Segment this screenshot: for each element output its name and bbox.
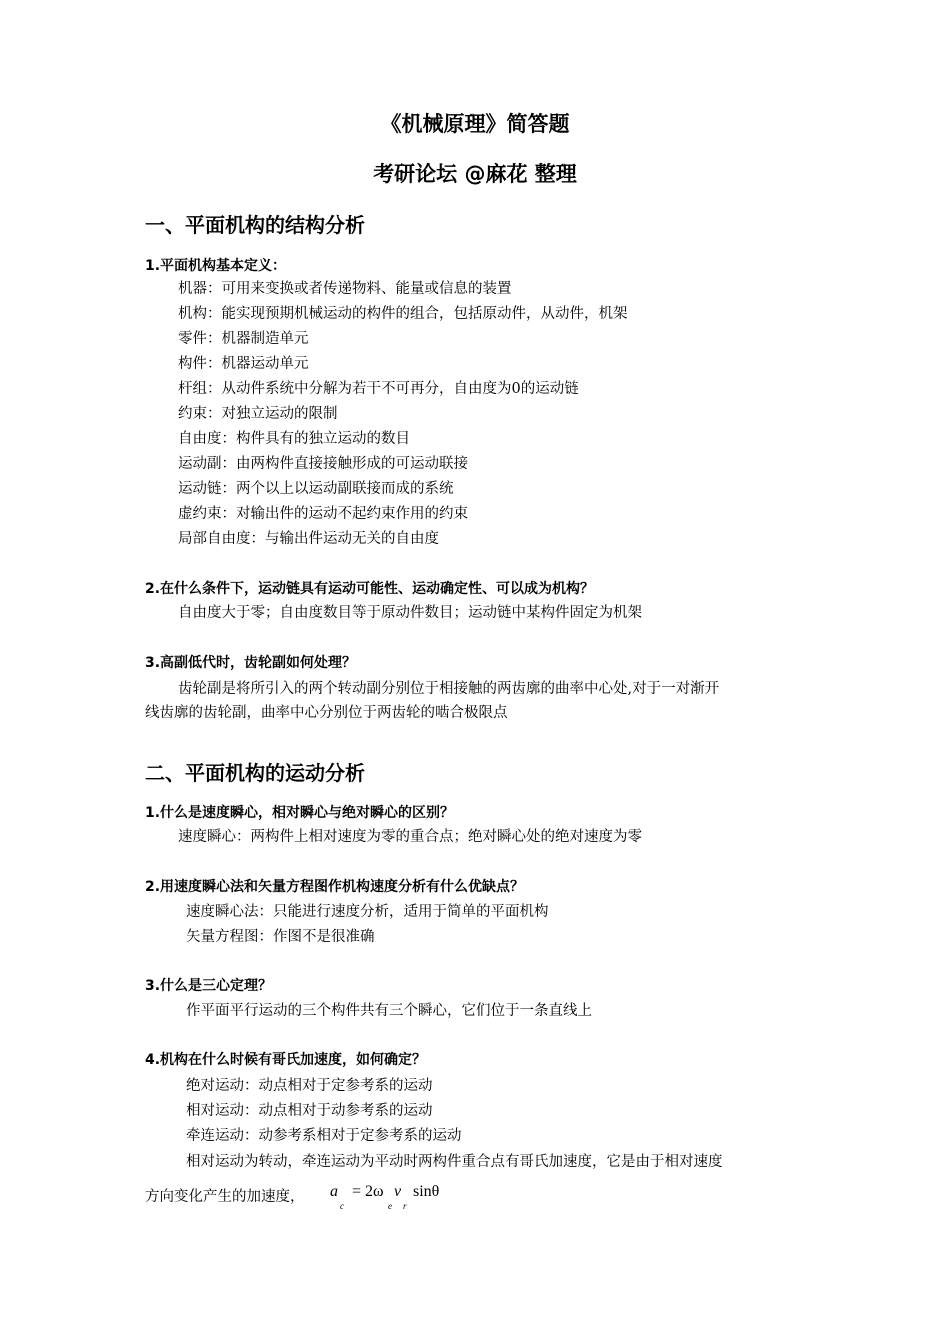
formula-prefix: 方向变化产生的加速度， [145,1189,305,1205]
definition-line: 杆组：从动件系统中分解为若干不可再分，自由度为0的运动链 [178,381,579,397]
definition-line: 构件：机器运动单元 [178,356,309,372]
section2-q2-title: 2.用速度瞬心法和矢量方程图作机构速度分析有什么优缺点？ [145,879,525,895]
section1-q3-answer-line1: 齿轮副是将所引入的两个转动副分别位于相接触的两齿廓的曲率中心处,对于一对渐开 [178,681,720,697]
section1-heading: 一、平面机构的结构分析 [145,213,365,237]
definition-line: 零件：机器制造单元 [178,331,309,347]
section1-q2-title: 2.在什么条件下，运动链具有运动可能性、运动确定性、可以成为机构？ [145,581,595,597]
formula-a: a [330,1183,338,1200]
formula-sin-theta: sinθ [413,1183,440,1200]
section2-q4-title: 4.机构在什么时候有哥氏加速度，如何确定？ [145,1052,427,1068]
definition-line: 机器：可用来变换或者传递物料、能量或信息的装置 [178,281,512,297]
coriolis-formula-line [145,1185,305,1206]
section2-q4-line: 牵连运动：动参考系相对于定参考系的运动 [186,1128,462,1144]
document-title: 《机械原理》简答题 [380,112,570,136]
section2-q4-line: 绝对运动：动点相对于定参考系的运动 [186,1078,433,1094]
definition-line: 约束：对独立运动的限制 [178,406,338,422]
definition-line: 虚约束：对输出件的运动不起约束作用的约束 [178,506,468,522]
definition-line: 自由度：构件具有的独立运动的数目 [178,431,410,447]
formula-v-subscript: r [403,1201,407,1211]
section2-q1-title: 1.什么是速度瞬心，相对瞬心与绝对瞬心的区别？ [145,805,455,821]
section2-q2-line: 矢量方程图：作图不是很准确 [186,929,375,945]
definition-line: 局部自由度：与输出件运动无关的自由度 [178,531,439,547]
section1-q1-title: 1.平面机构基本定义： [145,258,287,274]
formula-omega-subscript: e [388,1201,392,1211]
section2-q3-title: 3.什么是三心定理？ [145,978,273,994]
section2-q4-line: 相对运动为转动，牵连运动为平动时两构件重合点有哥氏加速度，它是由于相对速度 [186,1154,723,1170]
formula-v: v [394,1183,402,1200]
definition-line: 运动副：由两构件直接接触形成的可运动联接 [178,456,468,472]
section2-q4-line: 相对运动：动点相对于动参考系的运动 [186,1103,433,1119]
section1-q3-answer-line2: 线齿廓的齿轮副，曲率中心分别位于两齿轮的啮合极限点 [145,705,508,721]
section2-heading: 二、平面机构的运动分析 [145,761,365,785]
document-subtitle: 考研论坛 @麻花 整理 [373,162,577,186]
definition-line: 机构：能实现预期机械运动的构件的组合，包括原动件，从动件，机架 [178,306,628,322]
section2-q1-answer: 速度瞬心：两构件上相对速度为零的重合点；绝对瞬心处的绝对速度为零 [178,829,642,845]
section2-q3-answer: 作平面平行运动的三个构件共有三个瞬心，它们位于一条直线上 [186,1003,592,1019]
formula-a-subscript: c [340,1201,344,1211]
section1-q3-title: 3.高副低代时，齿轮副如何处理？ [145,655,357,671]
formula-equals-two-omega: = 2ω [352,1183,384,1200]
definition-line: 运动链：两个以上以运动副联接而成的系统 [178,481,454,497]
section1-q2-answer: 自由度大于零；自由度数目等于原动件数目；运动链中某构件固定为机架 [178,605,642,621]
section2-q2-line: 速度瞬心法：只能进行速度分析，适用于简单的平面机构 [186,904,549,920]
